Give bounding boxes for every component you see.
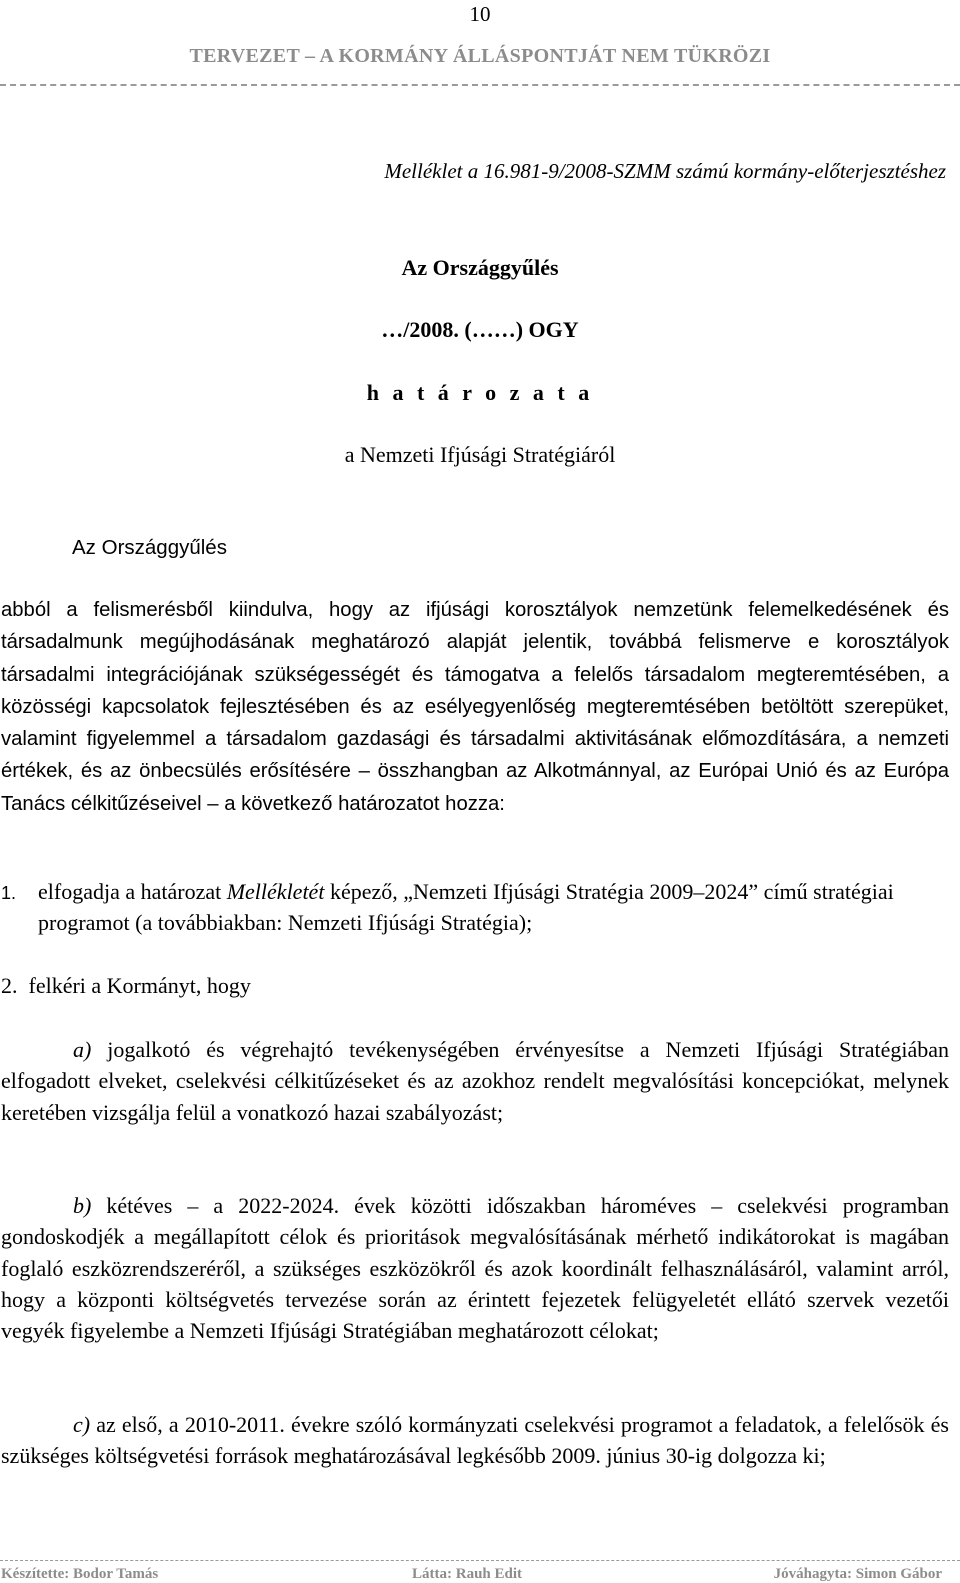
parliament-title: Az Országgyűlés	[401, 255, 559, 280]
resolution-heading: h a t á r o z a t a	[366, 380, 594, 405]
draft-banner: TERVEZET – A KORMÁNY ÁLLÁSPONTJÁT NEM TÜKRÖZI	[189, 45, 771, 67]
footer-divider	[0, 1560, 960, 1561]
page-number: 10	[469, 2, 491, 26]
sub-item-c-text: az első, a 2010-2011. évekre szóló kormányzati cselekvési programot a feladatok, a felelősök és szükséges költségvetési források meghatározásával legkésőbb 2009. június 30-ig dolgozza ki;	[1, 1412, 949, 1469]
footer-approver: Jóváhagyta: Simon Gábor	[773, 1566, 942, 1582]
sub-item-a-text: jogalkotó és végrehajtó tevékenységében érvényesítse a Nemzeti Ifjúsági Stratégiában elfogadott elveket, cselekvési célkitűzéseket és az azokhoz rendelt megvalósítási koncepciókat, melynek keretében vizsgálja felül a vonatkozó hazai szabályozást;	[1, 1037, 949, 1125]
footer-author: Készítette: Bodor Tamás	[1, 1566, 159, 1582]
sub-item-a-letter: a)	[73, 1037, 92, 1062]
opening-line: Az Országgyűlés	[72, 536, 227, 559]
preamble-paragraph: abból a felismerésből kiindulva, hogy az ifjúsági korosztályok nemzetünk felemelkedésének és társadalmunk megújhodásának meghatározó alapját jelentik, továbbá felismerve e korosztályok társadalmi integrációjának szükségességét és támogatva a felelős társadalom megteremtésében, a közösségi kapcsolatok fejlesztésében és az esélyegyenlőség megteremtésében betöltött szerepüket, valamint figyelemmel a társadalom gazdasági és társadalmi aktivitásának előmozdítására, a nemzeti értékek, és az önbecsülés erősítésére – összhangban az Alkotmánnyal, az Európai Unió és az Európa Tanács célkitűzéseivel – a következő határozatot hozza:	[1, 599, 949, 815]
item-2-text: felkéri a Kormányt, hogy	[28, 973, 251, 998]
item-2	[1, 970, 251, 1001]
resolution-number: …/2008. (……) OGY	[381, 317, 579, 342]
item-1-text-italic: Mellékletét	[226, 879, 325, 904]
resolution-subject: a Nemzeti Ifjúsági Stratégiáról	[344, 442, 616, 467]
item-1	[1, 876, 949, 935]
item-2-number: 2.	[1, 973, 18, 998]
item-1-text	[38, 876, 948, 938]
sub-item-a	[1, 1034, 949, 1128]
sub-item-b-letter: b)	[73, 1193, 92, 1218]
item-1-text-before: elfogadja a határozat	[38, 879, 227, 904]
item-1-text-after: képező, „Nemzeti Ifjúsági Stratégia 2009–2024” című stratégiai programot (a továbbiakban: Nemzeti Ifjúsági Stratégia);	[38, 879, 894, 935]
sub-item-c-letter: c)	[73, 1412, 91, 1437]
item-1-number: 1.	[1, 883, 17, 903]
sub-item-b-text: kétéves – a 2022-2024. évek közötti időszakban hároméves – cselekvési programban gondoskodjék a megállapított célok és prioritások megvalósításának mérhető indikátorokat is magában foglaló eszközrendszeréről, a szükséges eszközökről és azok koordinált felhasználásáról, valamint arról, hogy a központi költségvetés tervezése során az érintett fejezetek felügyeletét ellátó szervek vezetői vegyék figyelembe a Nemzeti Ifjúsági Stratégiában meghatározott célokat;	[1, 1193, 949, 1344]
header-divider	[0, 84, 960, 86]
attachment-note: Melléklet a 16.981-9/2008-SZMM számú kormány-előterjesztéshez	[384, 159, 946, 183]
footer-reviewer: Látta: Rauh Edit	[412, 1566, 523, 1582]
sub-item-c	[1, 1409, 949, 1472]
sub-item-b	[1, 1190, 949, 1346]
